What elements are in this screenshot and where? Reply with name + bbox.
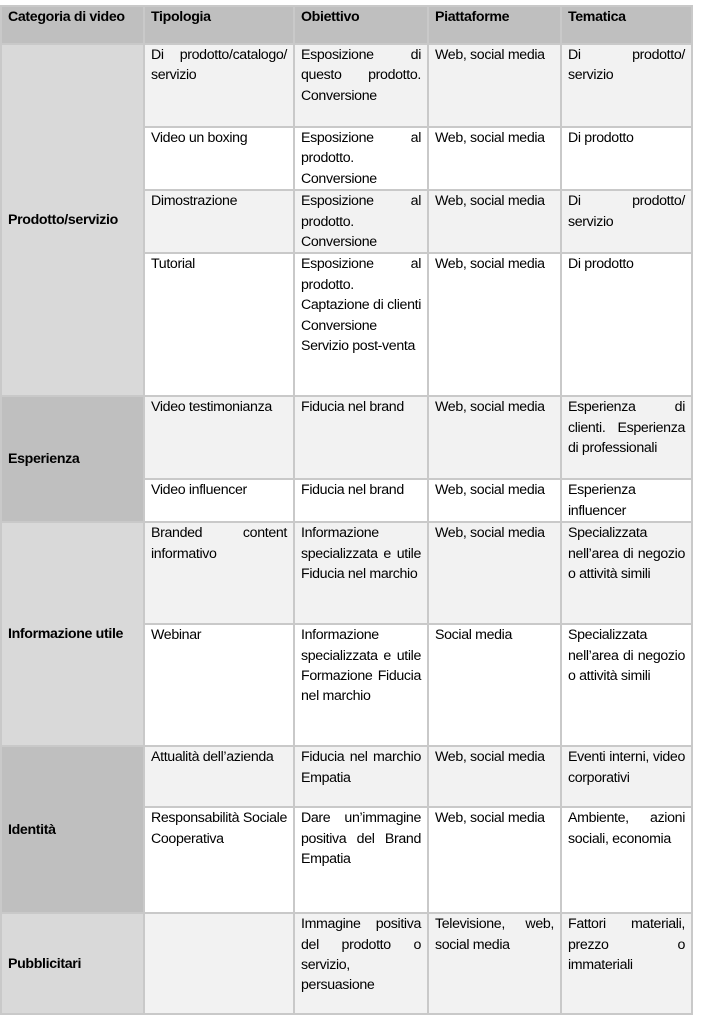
obiettivo-cell: Esposizione al prodotto. Conversione bbox=[294, 190, 428, 253]
obiettivo-cell: Esposizione al prodotto. Conversione bbox=[294, 127, 428, 190]
obiettivo-cell: Dare un’immagine positiva del Brand Empatia bbox=[294, 807, 428, 913]
header-label: Tematica bbox=[568, 9, 626, 25]
table-row bbox=[1, 913, 692, 1014]
piattaforme-cell: Web, social media bbox=[428, 479, 561, 522]
tematica-cell: Eventi interni, video corporativi bbox=[561, 746, 692, 807]
tematica-cell: Specializzata nell’area di negozio o attività simili bbox=[561, 624, 692, 746]
tematica-cell: Di prodotto bbox=[561, 127, 692, 190]
tematica-cell: Di prodotto/ servizio bbox=[561, 190, 692, 253]
piattaforme-cell: Web, social media bbox=[428, 522, 561, 624]
tipologia-cell: Video un boxing bbox=[144, 127, 294, 190]
header-tipologia bbox=[144, 6, 294, 44]
category-cell: Pubblicitari bbox=[1, 913, 144, 1014]
header-obiettivo bbox=[294, 6, 428, 44]
header-row bbox=[1, 6, 692, 44]
tipologia-cell bbox=[144, 913, 294, 1014]
obiettivo-cell: Informazione specializzata e utile Fiducia nel marchio bbox=[294, 522, 428, 624]
category-cell: Identità bbox=[1, 746, 144, 913]
tematica-cell: Di prodotto bbox=[561, 253, 692, 396]
obiettivo-cell: Fiducia nel brand bbox=[294, 479, 428, 522]
obiettivo-cell: Esposizione di questo prodotto. Conversione bbox=[294, 44, 428, 127]
category-cell: Informazione utile bbox=[1, 522, 144, 746]
tematica-cell: Ambiente, azioni sociali, economia bbox=[561, 807, 692, 913]
piattaforme-cell: Web, social media bbox=[428, 746, 561, 807]
piattaforme-cell: Televisione, web, social media bbox=[428, 913, 561, 1014]
category-cell: Esperienza bbox=[1, 396, 144, 522]
piattaforme-cell: Web, social media bbox=[428, 127, 561, 190]
video-category-table bbox=[0, 5, 693, 1015]
tematica-cell: Esperienza di clienti. Esperienza di professionali bbox=[561, 396, 692, 479]
piattaforme-cell: Web, social media bbox=[428, 253, 561, 396]
table-row bbox=[1, 396, 692, 479]
tematica-cell: Fattori materiali, prezzo o immateriali bbox=[561, 913, 692, 1014]
header-label: Categoria di video bbox=[8, 9, 125, 25]
header-label: Obiettivo bbox=[301, 9, 360, 25]
piattaforme-cell: Web, social media bbox=[428, 807, 561, 913]
tematica-cell: Esperienza influencer bbox=[561, 479, 692, 522]
obiettivo-cell: Informazione specializzata e utile Formazione Fiducia nel marchio bbox=[294, 624, 428, 746]
header-piattaforme bbox=[428, 6, 561, 44]
header-categoria bbox=[1, 6, 144, 44]
tipologia-cell: Dimostrazione bbox=[144, 190, 294, 253]
category-cell: Prodotto/servizio bbox=[1, 44, 144, 396]
tipologia-cell: Di prodotto/catalogo/ servizio bbox=[144, 44, 294, 127]
tipologia-cell: Video testimonianza bbox=[144, 396, 294, 479]
tipologia-cell: Video influencer bbox=[144, 479, 294, 522]
tipologia-cell: Attualità dell’azienda bbox=[144, 746, 294, 807]
table-row bbox=[1, 522, 692, 624]
tipologia-cell: Tutorial bbox=[144, 253, 294, 396]
piattaforme-cell: Web, social media bbox=[428, 396, 561, 479]
tematica-cell: Di prodotto/ servizio bbox=[561, 44, 692, 127]
tipologia-cell: Branded content informativo bbox=[144, 522, 294, 624]
table-row bbox=[1, 44, 692, 127]
piattaforme-cell: Social media bbox=[428, 624, 561, 746]
header-label: Tipologia bbox=[151, 9, 211, 25]
obiettivo-cell: Esposizione al prodotto. Captazione di clienti Conversione Servizio post-venta bbox=[294, 253, 428, 396]
obiettivo-cell: Immagine positiva del prodotto o servizio, persuasione bbox=[294, 913, 428, 1014]
piattaforme-cell: Web, social media bbox=[428, 44, 561, 127]
obiettivo-cell: Fiducia nel marchio Empatia bbox=[294, 746, 428, 807]
header-tematica bbox=[561, 6, 692, 44]
tipologia-cell: Webinar bbox=[144, 624, 294, 746]
piattaforme-cell: Web, social media bbox=[428, 190, 561, 253]
table-row bbox=[1, 746, 692, 807]
tipologia-cell: Responsabilità Sociale Cooperativa bbox=[144, 807, 294, 913]
tematica-cell: Specializzata nell’area di negozio o attività simili bbox=[561, 522, 692, 624]
header-label: Piattaforme bbox=[435, 9, 510, 25]
obiettivo-cell: Fiducia nel brand bbox=[294, 396, 428, 479]
